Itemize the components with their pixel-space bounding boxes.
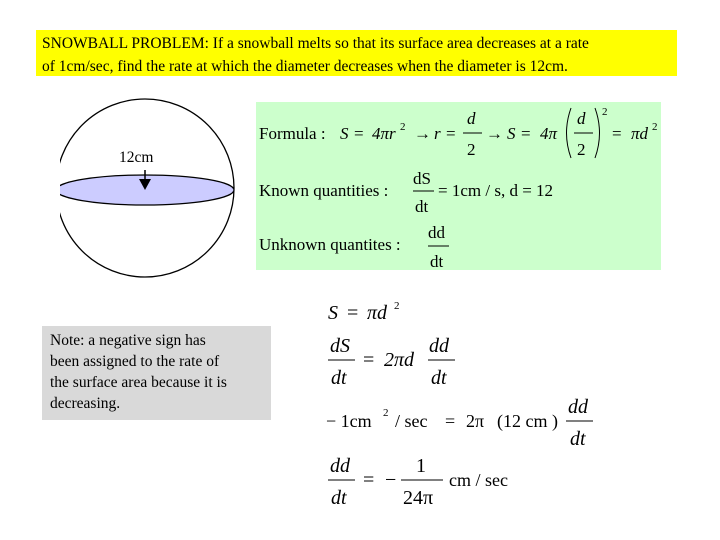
formula-frac-den-1: 2 bbox=[467, 140, 476, 159]
formula-eq-2: = bbox=[446, 124, 456, 143]
sol3-exp: 2 bbox=[383, 407, 389, 419]
note-line-1: Note: a negative sign has bbox=[50, 332, 206, 349]
formula-arrow-1: → bbox=[414, 124, 431, 143]
sol3-eq: = bbox=[445, 411, 456, 431]
unknown-row bbox=[259, 223, 449, 271]
note-line-2: been assigned to the rate of bbox=[50, 353, 220, 370]
formula-eq-1: = bbox=[354, 124, 364, 143]
sol3-paren: (12 cm ) bbox=[497, 411, 558, 431]
problem-line-2: of 1cm/sec, find the rate at which the diameter decreases when the diameter is 12cm. bbox=[42, 58, 568, 75]
formula-paren-right bbox=[595, 108, 600, 158]
problem-line-1: SNOWBALL PROBLEM: If a snowball melts so that its surface area decreases at a rate bbox=[42, 35, 589, 52]
sol3-2pi: 2π bbox=[466, 411, 485, 431]
formula-eq-4: = bbox=[612, 124, 622, 143]
sol1-s: S bbox=[328, 302, 338, 324]
formula-frac-num-1: d bbox=[467, 109, 476, 128]
sol2-num-2: dd bbox=[429, 335, 449, 357]
unknown-frac-num: dd bbox=[428, 223, 445, 242]
unknown-label: Unknown quantites : bbox=[259, 235, 401, 254]
note-line-4: decreasing. bbox=[50, 395, 121, 412]
sol4-units: cm / sec bbox=[449, 470, 508, 490]
formula-s: S bbox=[340, 124, 349, 143]
known-frac-num: dS bbox=[413, 169, 431, 188]
formula-label: Formula : bbox=[259, 124, 326, 143]
formula-exp-1: 2 bbox=[400, 121, 406, 133]
formula-frac-num-2: d bbox=[577, 109, 586, 128]
sol3-num: dd bbox=[568, 396, 588, 418]
formula-exp-2: 2 bbox=[602, 106, 608, 118]
sol2-den: dt bbox=[331, 367, 347, 389]
sol4-minus: − bbox=[385, 469, 397, 491]
sol1-exp: 2 bbox=[394, 300, 400, 312]
sol1-eq: = bbox=[347, 302, 359, 324]
solution-line-1 bbox=[328, 300, 400, 324]
sol2-2pid: 2πd bbox=[384, 349, 415, 371]
formula-arrow-2: → bbox=[486, 124, 503, 143]
sol4-den: dt bbox=[331, 487, 347, 509]
sol4-eq: = bbox=[363, 469, 375, 491]
solution-line-3 bbox=[326, 396, 593, 450]
formula-frac-den-2: 2 bbox=[577, 140, 586, 159]
formula-4pir: 4πr bbox=[372, 124, 396, 143]
unknown-frac-den: dt bbox=[430, 252, 444, 271]
known-rhs: = 1cm / s, d = 12 bbox=[438, 181, 554, 200]
sol2-eq: = bbox=[363, 349, 375, 371]
solution-line-2 bbox=[328, 335, 455, 389]
formula-row bbox=[259, 106, 658, 159]
known-label: Known quantities : bbox=[259, 181, 389, 200]
known-row bbox=[259, 169, 553, 216]
sol2-den-2: dt bbox=[431, 367, 447, 389]
formula-eq-3: = bbox=[521, 124, 531, 143]
formula-pid: πd bbox=[631, 124, 649, 143]
sol3-den: dt bbox=[570, 428, 586, 450]
formula-exp-3: 2 bbox=[652, 121, 658, 133]
formula-4pi: 4π bbox=[540, 124, 558, 143]
sol3-per-sec: / sec bbox=[395, 411, 428, 431]
sol4-frac-den: 24π bbox=[403, 487, 434, 509]
solution-line-4 bbox=[328, 455, 508, 509]
known-frac-den: dt bbox=[415, 197, 429, 216]
sol2-num: dS bbox=[330, 335, 350, 357]
formula-r: r bbox=[434, 124, 441, 143]
sol1-pid: πd bbox=[367, 302, 388, 324]
note-line-3: the surface area because it is bbox=[50, 374, 227, 391]
diameter-label: 12cm bbox=[119, 149, 154, 166]
formula-paren-left bbox=[567, 108, 572, 158]
sol4-frac-num: 1 bbox=[416, 455, 426, 477]
sol3-neg-cm: − 1cm bbox=[326, 411, 372, 431]
formula-s-2: S bbox=[507, 124, 516, 143]
sol4-num: dd bbox=[330, 455, 350, 477]
